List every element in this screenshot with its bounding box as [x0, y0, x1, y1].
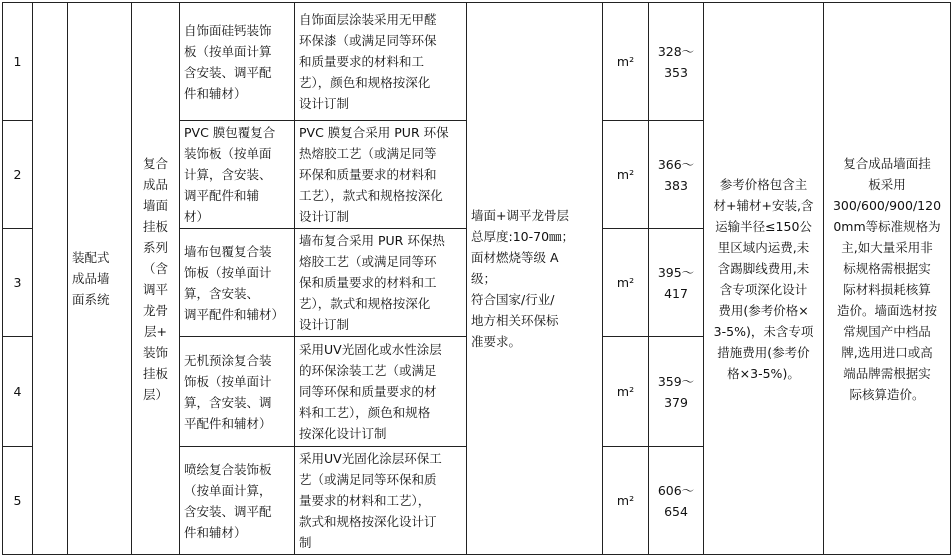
price-range: 395～ 417: [649, 229, 704, 337]
row-index: 2: [3, 121, 33, 229]
series-cell: 复合 成品 墙面 挂板 系列 （含 调平 龙骨 层+ 装饰 挂板 层）: [132, 3, 180, 555]
table-row: [3, 3, 951, 121]
system-cell: 装配式 成品墙 面系统: [68, 3, 132, 555]
price-range: 328～ 353: [649, 3, 704, 121]
price-note-cell: 参考价格包含主 材+辅材+安装,含 运输半径≤150公 里区域内运费,未 含踢脚线费用,未 含专项深化设计 费用(参考价格× 3-5%)，未含专项 措施费用(参考价 格×3-5%)。: [704, 3, 824, 555]
row-index: 1: [3, 3, 33, 121]
unit-cell: m²: [603, 337, 649, 447]
item-description: 采用UV光固化涂层环保工 艺（或满足同等环保和质 量要求的材料和工艺）， 款式和规格按深化设计订 制: [295, 447, 467, 555]
row-index: 5: [3, 447, 33, 555]
remark-cell: 复合成品墙面挂 板采用 300/600/900/120 0mm等标准规格为 主,如大量采用非 标规格需根据实 际材料损耗核算 造价。墙面选材按 常规国产中档品 牌,选用进口或高 端品牌需根据实 际核算造价。: [824, 3, 951, 555]
unit-cell: m²: [603, 3, 649, 121]
item-description: PVC 膜复合采用 PUR 环保 热熔胶工艺（或满足同等 环保和质量要求的材料和 工艺），款式和规格按深化 设计订制: [295, 121, 467, 229]
item-description: 墙布复合采用 PUR 环保热 熔胶工艺（或满足同等环 保和质量要求的材料和工 艺），款式和规格按深化 设计订制: [295, 229, 467, 337]
blank-column: [33, 3, 68, 555]
item-name: PVC 膜包覆复合 装饰板（按单面 计算，含安装、 调平配件和辅 材）: [180, 121, 295, 229]
unit-cell: m²: [603, 121, 649, 229]
row-index: 4: [3, 337, 33, 447]
unit-cell: m²: [603, 229, 649, 337]
row-index: 3: [3, 229, 33, 337]
item-name: 自饰面硅钙装饰 板（按单面计算 含安装、调平配 件和辅材）: [180, 3, 295, 121]
price-range: 366～ 383: [649, 121, 704, 229]
unit-cell: m²: [603, 447, 649, 555]
item-description: 自饰面层涂装采用无甲醛 环保漆（或满足同等环保 和质量要求的材料和工 艺），颜色和规格按深化 设计订制: [295, 3, 467, 121]
item-description: 采用UV光固化或水性涂层 的环保涂装工艺（或满足 同等环保和质量要求的材 料和工艺），颜色和规格 按深化设计订制: [295, 337, 467, 447]
item-name: 无机预涂复合装 饰板（按单面计 算，含安装、调 平配件和辅材）: [180, 337, 295, 447]
item-name: 喷绘复合装饰板 （按单面计算， 含安装、调平配 件和辅材）: [180, 447, 295, 555]
price-table: [2, 2, 951, 555]
price-range: 606～ 654: [649, 447, 704, 555]
item-name: 墙布包覆复合装 饰板（按单面计 算，含安装、 调平配件和辅材）: [180, 229, 295, 337]
price-range: 359～ 379: [649, 337, 704, 447]
spec-cell: 墙面+调平龙骨层 总厚度:10-70㎜； 面材燃烧等级 A 级； 符合国家/行业/ 地方相关环保标 准要求。: [467, 3, 603, 555]
